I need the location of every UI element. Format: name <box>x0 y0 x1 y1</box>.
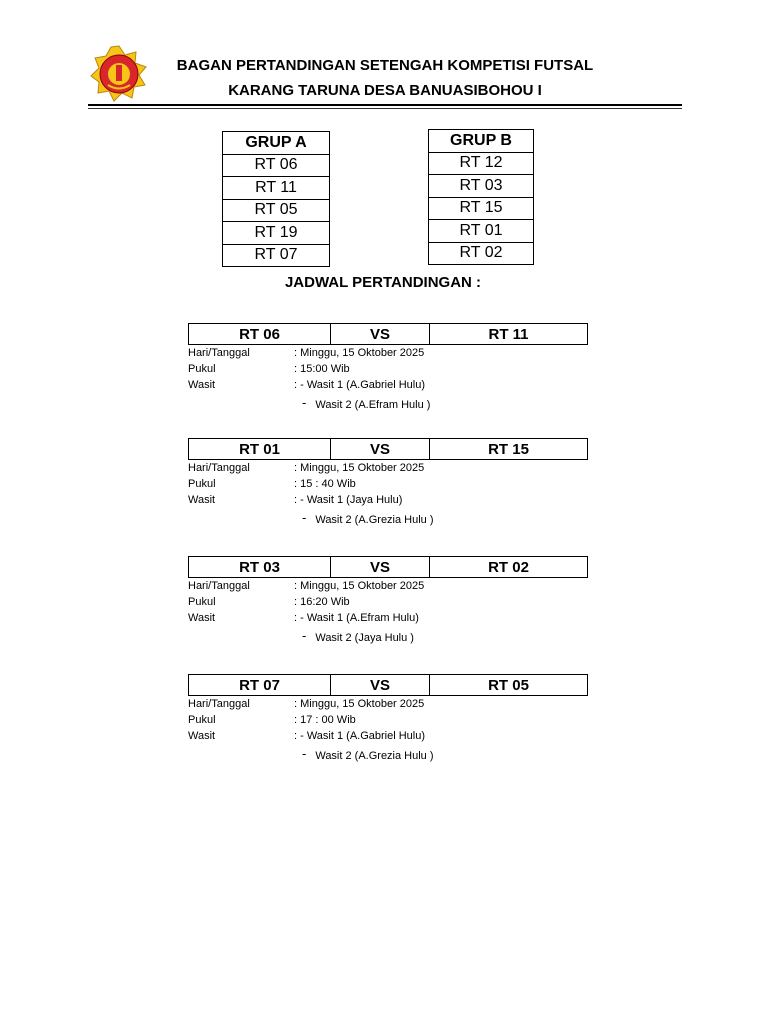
referee-2-row <box>188 630 588 645</box>
time-label: Pukul <box>188 714 216 726</box>
match-block <box>188 323 588 412</box>
date-label: Hari/Tanggal <box>188 347 250 359</box>
referee-2: Wasit 2 (A.Grezia Hulu ) <box>315 513 434 526</box>
group-a-team: RT 11 <box>223 177 330 200</box>
referee-2: Wasit 2 (A.Grezia Hulu ) <box>315 749 434 762</box>
match-info <box>188 460 588 508</box>
group-b-title: GRUP B <box>429 130 534 153</box>
home-team: RT 01 <box>189 439 331 459</box>
group-a-title: GRUP A <box>223 132 330 155</box>
match-block <box>188 556 588 645</box>
match-header <box>188 323 588 345</box>
vs-label: VS <box>331 324 430 344</box>
header-divider <box>88 104 682 106</box>
referee-2: Wasit 2 (A.Efram Hulu ) <box>315 398 431 411</box>
match-info <box>188 696 588 744</box>
group-b-team: RT 03 <box>429 175 534 198</box>
away-team: RT 11 <box>488 325 529 343</box>
group-b-team: RT 02 <box>429 242 534 265</box>
match-block <box>188 438 588 527</box>
match-date: : Minggu, 15 Oktober 2025 <box>294 462 425 474</box>
referee-label: Wasit <box>188 730 216 742</box>
match-info <box>188 345 588 393</box>
vs-label: VS <box>331 675 430 695</box>
match-block <box>188 674 588 763</box>
group-a-team: RT 07 <box>223 244 330 267</box>
vs-label: VS <box>331 557 430 577</box>
away-team: RT 05 <box>488 676 529 694</box>
away-team: RT 02 <box>488 558 529 576</box>
schedule-heading: JADWAL PERTANDINGAN : <box>284 274 482 291</box>
home-team: RT 03 <box>189 557 331 577</box>
bullet-dash: - <box>302 628 307 643</box>
group-a-team: RT 19 <box>223 222 330 245</box>
match-info <box>188 578 588 626</box>
match-header <box>188 438 588 460</box>
referee-label: Wasit <box>188 379 216 391</box>
page-title-line-1: BAGAN PERTANDINGAN SETENGAH KOMPETISI FUTSAL <box>176 57 594 74</box>
match-time: : 17 : 00 Wib <box>294 714 356 726</box>
referee-label: Wasit <box>188 494 216 506</box>
referee-2-row <box>188 748 588 763</box>
group-a-team: RT 06 <box>223 154 330 177</box>
match-header <box>188 674 588 696</box>
group-a-team: RT 05 <box>223 199 330 222</box>
home-team: RT 06 <box>189 324 331 344</box>
match-time: : 15 : 40 Wib <box>294 478 356 490</box>
vs-label: VS <box>331 439 430 459</box>
away-team: RT 15 <box>488 440 529 458</box>
bullet-dash: - <box>302 746 307 761</box>
date-label: Hari/Tanggal <box>188 462 250 474</box>
time-label: Pukul <box>188 478 216 490</box>
match-date: : Minggu, 15 Oktober 2025 <box>294 698 425 710</box>
header-divider-thin <box>88 108 682 109</box>
referee-1: : - Wasit 1 (A.Gabriel Hulu) <box>294 730 426 742</box>
match-date: : Minggu, 15 Oktober 2025 <box>294 347 425 359</box>
date-label: Hari/Tanggal <box>188 580 250 592</box>
referee-2-row <box>188 512 588 527</box>
match-header <box>188 556 588 578</box>
bullet-dash: - <box>302 510 307 525</box>
group-b-team: RT 01 <box>429 220 534 243</box>
match-time: : 16:20 Wib <box>294 596 350 608</box>
time-label: Pukul <box>188 363 216 375</box>
bullet-dash: - <box>302 395 307 410</box>
match-time: : 15:00 Wib <box>294 363 350 375</box>
referee-1: : - Wasit 1 (Jaya Hulu) <box>294 494 403 506</box>
group-b-table <box>428 129 534 265</box>
page-title-line-2: KARANG TARUNA DESA BANUASIBOHOU I <box>228 82 542 99</box>
referee-1: : - Wasit 1 (A.Gabriel Hulu) <box>294 379 426 391</box>
group-b-team: RT 12 <box>429 152 534 175</box>
referee-2-row <box>188 397 588 412</box>
referee-1: : - Wasit 1 (A.Efram Hulu) <box>294 612 419 624</box>
group-a-table <box>222 131 330 267</box>
match-date: : Minggu, 15 Oktober 2025 <box>294 580 425 592</box>
referee-2: Wasit 2 (Jaya Hulu ) <box>315 631 414 644</box>
referee-label: Wasit <box>188 612 216 624</box>
home-team: RT 07 <box>189 675 331 695</box>
group-b-team: RT 15 <box>429 197 534 220</box>
karang-taruna-logo-icon <box>90 45 148 103</box>
time-label: Pukul <box>188 596 216 608</box>
date-label: Hari/Tanggal <box>188 698 250 710</box>
